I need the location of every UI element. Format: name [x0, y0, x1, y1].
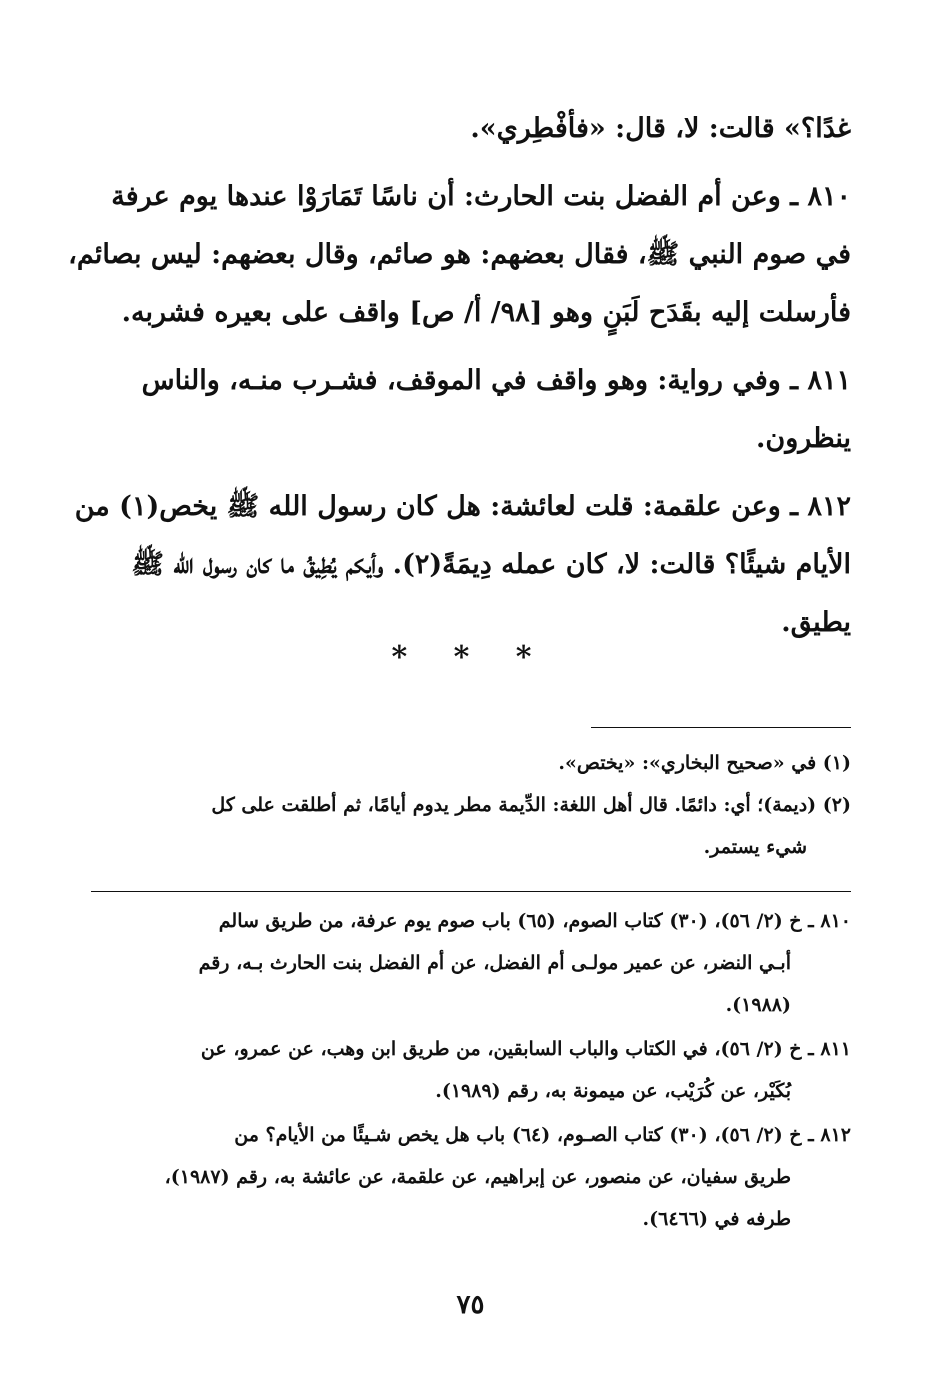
paragraph [74, 478, 851, 652]
reference-line: ٨١١ ـ خ (٢/ ٥٦)، في الكتاب والباب السابقين، من طريق ابن وهب، عن عمرو، عن [200, 1038, 851, 1060]
text-line: ٨١٢ ـ وعن علقمة: قلت لعائشة: هل كان رسول الله ﷺ يخص(١) من [74, 491, 851, 522]
footnote [92, 742, 851, 784]
reference-entry [92, 1114, 851, 1240]
reference-line: ٨١٠ ـ خ (٢/ ٥٦)، (٣٠) كتاب الصوم، (٦٥) باب صوم يوم عرفة، من طريق سالم [218, 910, 851, 932]
footnotes [92, 742, 851, 868]
reference-entry [92, 1028, 851, 1112]
paragraph [92, 352, 851, 468]
page-number: ٧٥ [456, 1290, 485, 1320]
text-line: الأيام شيئًا؟ قالت: لا، كان عمله دِيمَةً(٢). وأيكم يُطِيقُ ما كان رسول الله ﷺ [131, 549, 851, 580]
footnote-line: (١) في «صحيح البخاري»: «يختص». [558, 752, 851, 774]
main-text [68, 100, 851, 662]
text-line: يطيق. [781, 607, 851, 638]
reference-line: طريق سفيان، عن منصور، عن إبراهيم، عن علقمة، عن عائشة به، رقم (١٩٨٧)، [164, 1166, 791, 1188]
reference-line: أبـي النضر، عن عمير مولـى أم الفضل، عن أم الفضل بنت الحارث بـه، رقم [198, 952, 791, 974]
references [92, 900, 851, 1242]
text-line: فأرسلت إليه بقَدَح لَبَنٍ وهو [٩٨/ أ/ ص] واقف على بعيره فشربه. [121, 297, 851, 328]
footnote [92, 784, 851, 868]
section-separator: * * * [391, 640, 550, 675]
references-divider [91, 891, 851, 892]
reference-line: (١٩٨٨). [725, 994, 791, 1016]
text-line: ٨١٠ ـ وعن أم الفضل بنت الحارث: أن ناسًا تَمَارَوْا عندها يوم عرفة [111, 181, 851, 212]
paragraph [68, 168, 851, 342]
paragraph [92, 100, 851, 158]
footnote-line: (٢) (ديمة)؛ أي: دائمًا. قال أهل اللغة: الدِّيمة مطر يدوم أيامًا، ثم أطلقت على كل [211, 794, 851, 816]
text-line: في صوم النبي ﷺ، فقال بعضهم: هو صائم، وقال بعضهم: ليس بصائم، [68, 239, 851, 270]
text-line: غدًا؟» قالت: لا، قال: «فأفْطِري». [470, 113, 851, 144]
footnote-line: شيء يستمر. [703, 836, 807, 858]
text-line: ينظرون. [756, 423, 851, 454]
text-line: ٨١١ ـ وفي رواية: وهو واقف في الموقف، فشـرب منـه، والناس [141, 365, 851, 396]
reference-line: ٨١٢ ـ خ (٢/ ٥٦)، (٣٠) كتاب الصـوم، (٦٤) باب هل يخص شـيئًا من الأيام؟ من [234, 1124, 851, 1146]
reference-entry [92, 900, 851, 1026]
footnote-divider [591, 727, 851, 728]
reference-line: طرفه في (٦٤٦٦). [642, 1208, 791, 1230]
reference-line: بُكَيْر، عن كُرَيْب، عن ميمونة به، رقم (١٩٨٩). [435, 1080, 791, 1102]
